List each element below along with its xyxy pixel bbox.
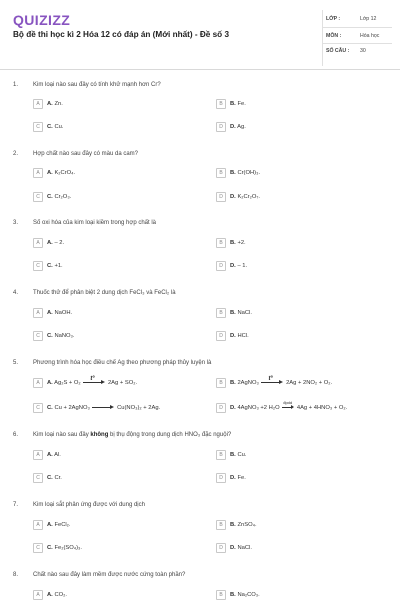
option-text: Cr₂O₃. (54, 194, 72, 200)
option-letter-box: C (33, 473, 43, 483)
option-letter-box: A (33, 590, 43, 600)
emphasis-not: không (90, 432, 109, 438)
option-letter-box: D (216, 331, 226, 341)
reaction-arrow-icon (92, 405, 114, 410)
question-text: Chất nào sau đây làm mềm được nước cứng toàn phần? (33, 572, 186, 578)
option-letter-box: C (33, 122, 43, 132)
option-label: A. (47, 592, 53, 598)
electrolysis-mark: đpdd (283, 400, 293, 405)
question-number: 6. (13, 432, 19, 438)
option-label: C. (47, 263, 53, 269)
meta-value: Lớp 12 (360, 16, 377, 22)
document-title: Bộ đề thi học kì 2 Hóa 12 có đáp án (Mới nhất) - Đề số 3 (13, 30, 229, 39)
option-text-left: Ag₂S + O₂ (54, 380, 81, 387)
option-text: Fe. (237, 101, 246, 107)
question-text: Kim loại sắt phản ứng được với dung dịch (33, 502, 145, 508)
option-letter-box: A (33, 378, 43, 388)
option-text: NaCl. (237, 545, 252, 551)
option-label: C. (47, 333, 53, 339)
heat-mark: t° (268, 376, 273, 382)
option-letter-box: C (33, 261, 43, 271)
meta-key: SỐ CÂU : (326, 48, 350, 54)
question-number: 7. (13, 502, 19, 508)
option-text: Cu. (237, 452, 247, 458)
option-text: CO₂. (54, 592, 67, 598)
meta-key: LỚP : (326, 16, 341, 22)
option-label: B. (230, 170, 236, 176)
option-letter-box: D (216, 261, 226, 271)
option-label: D. (230, 333, 236, 339)
option-text: Na₂CO₃. (237, 592, 260, 598)
option-label: A. (47, 380, 53, 387)
option-text: +1. (54, 263, 63, 269)
meta-value: 30 (360, 48, 366, 54)
option-letter-box: B (216, 238, 226, 248)
option-letter-box: A (33, 520, 43, 530)
option-text: Cr(OH)₃. (237, 170, 261, 176)
question-number: 8. (13, 572, 19, 578)
question-number: 2. (13, 151, 19, 157)
option-text: NaOH. (54, 310, 73, 316)
option-label: B. (230, 592, 236, 598)
option-text-right: 2Ag + SO₂. (107, 380, 138, 387)
quizizz-logo: QUIZIZZ (13, 12, 71, 28)
option-letter-box: C (33, 543, 43, 553)
option-label: C. (47, 475, 53, 481)
question-text: Phương trình hóa học điều chế Ag theo phương pháp thủy luyện là (33, 360, 212, 366)
option-text-left: 4AgNO₃ +2 H₂O (237, 405, 280, 412)
option-text-right: Cu(NO₃)₂ + 2Ag. (117, 405, 161, 412)
option-label: D. (230, 124, 236, 130)
option-label: C. (47, 405, 53, 412)
meta-value: Hóa học (360, 33, 380, 39)
option-text: FeCl₂. (54, 522, 71, 528)
option-letter-box: B (216, 168, 226, 178)
option-text: NaCl. (237, 310, 252, 316)
option-letter-box: A (33, 308, 43, 318)
option-letter-box: A (33, 450, 43, 460)
reaction-arrow-icon (83, 376, 105, 385)
reaction-arrow-icon (261, 376, 283, 385)
option-label: B. (230, 452, 236, 458)
option-text-left: Cu + 2AgNO₃ (54, 405, 90, 412)
option-label: D. (230, 475, 236, 481)
option-letter-box: D (216, 473, 226, 483)
option-letter-box: B (216, 99, 226, 109)
option-text: Ag. (237, 124, 246, 130)
option-label: B. (230, 522, 236, 528)
option-letter-box: A (33, 168, 43, 178)
option-label: D. (230, 405, 236, 412)
option-text: Fe₂(SO₄)₃. (54, 545, 83, 551)
option-text: Al. (54, 452, 61, 458)
electrolysis-arrow-icon (282, 400, 294, 410)
option-letter-box: A (33, 238, 43, 248)
option-text: HCl. (237, 333, 249, 339)
option-letter-box: B (216, 520, 226, 530)
option-text-right: 2Ag + 2NO₂ + O₂. (286, 380, 333, 387)
option-label: A. (47, 310, 53, 316)
option-text-left: 2AgNO₃ (237, 380, 259, 387)
option-text: K₂CrO₄. (54, 170, 76, 176)
question-text: Thuốc thử để phân biệt 2 dung dịch FeCl₃ và FeCl₂ là (33, 290, 176, 296)
meta-row-divider (322, 27, 392, 28)
question-number: 4. (13, 290, 19, 296)
option-label: D. (230, 545, 236, 551)
meta-row-divider (322, 43, 392, 44)
option-letter-box: C (33, 192, 43, 202)
option-text: Cr. (54, 475, 62, 481)
option-letter-box: D (216, 122, 226, 132)
question-text: Kim loại nào sau đây có tính khử mạnh hơn Cr? (33, 82, 161, 88)
option-label: C. (47, 545, 53, 551)
question-number: 5. (13, 360, 19, 366)
option-text: Cu. (54, 124, 64, 130)
heat-mark: t° (90, 376, 95, 382)
option-letter-box: D (216, 543, 226, 553)
option-letter-box: D (216, 403, 226, 413)
question-number: 3. (13, 220, 19, 226)
option-letter-box: B (216, 378, 226, 388)
option-label: C. (47, 194, 53, 200)
option-label: A. (47, 101, 53, 107)
option-letter-box: B (216, 590, 226, 600)
question-text: Hợp chất nào sau đây có màu da cam? (33, 151, 138, 157)
option-letter-box: D (216, 192, 226, 202)
option-label: D. (230, 263, 236, 269)
question-number: 1. (13, 82, 19, 88)
option-text: NaNO₃. (54, 333, 75, 339)
option-text: K₂Cr₂O₇. (237, 194, 261, 200)
option-text: +2. (237, 240, 246, 246)
option-text-right: 4Ag + 4HNO₃ + O₂. (296, 405, 348, 412)
question-text: Kim loại nào sau đây không bị thụ động trong dung dịch HNO₃ đặc nguội? (33, 432, 232, 438)
option-text: ZnSO₄. (237, 522, 257, 528)
option-label: B. (230, 101, 236, 107)
option-label: B. (230, 240, 236, 246)
option-label: B. (230, 380, 236, 387)
option-text: – 2. (54, 240, 65, 246)
option-label: A. (47, 170, 53, 176)
option-letter-box: C (33, 331, 43, 341)
option-text: Fe. (237, 475, 246, 481)
meta-divider (322, 10, 323, 66)
option-text: – 1. (237, 263, 248, 269)
option-text: Zn. (54, 101, 63, 107)
meta-key: MÔN : (326, 33, 342, 39)
option-letter-box: C (33, 403, 43, 413)
document-header (0, 0, 400, 70)
option-letter-box: B (216, 308, 226, 318)
option-letter-box: B (216, 450, 226, 460)
option-label: A. (47, 452, 53, 458)
option-label: C. (47, 124, 53, 130)
question-text: Số oxi hóa của kim loại kiềm trong hợp chất là (33, 220, 156, 226)
option-label: A. (47, 522, 53, 528)
option-label: A. (47, 240, 53, 246)
option-label: D. (230, 194, 236, 200)
option-letter-box: A (33, 99, 43, 109)
option-label: B. (230, 310, 236, 316)
